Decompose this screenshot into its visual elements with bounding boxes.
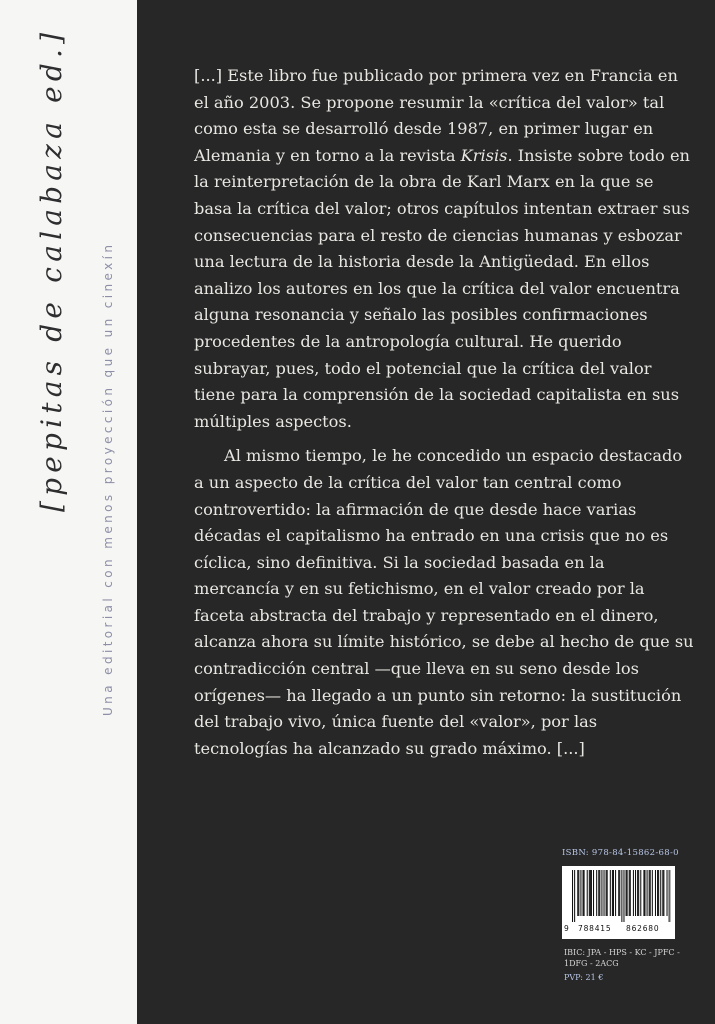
barcode-bar <box>621 870 622 922</box>
blurb <box>194 63 694 762</box>
barcode-bar <box>572 870 573 922</box>
barcode-bar <box>612 870 613 916</box>
publisher-title: [pepitas de calabaza ed.] <box>35 27 68 512</box>
barcode-bar <box>587 870 588 916</box>
barcode-bar <box>613 870 614 916</box>
isbn-label: ISBN: 978-84-15862-68-0 <box>562 848 679 858</box>
barcode-bar <box>635 870 636 916</box>
barcode-bar <box>647 870 648 916</box>
barcode-bar <box>623 870 624 922</box>
barcode <box>562 866 675 939</box>
barcode-bar <box>596 870 597 916</box>
blurb-rest: . Insiste sobre todo en la reinterpretación de la obra de Karl Marx en la que se basa la crítica del valor; otros capítulos intentan extraer sus consecuencias para el resto de ciencias humanas y esbozar una lectura de la historia desde la Antigüedad. En ellos analizo los autores en los que la crítica del valor encuentra alguna resonancia y señalo las posibles confirmaciones procedentes de la antropología cultural. He querido subrayar, pues, todo el potencial que la crítica del valor tiene para la comprensión de la sociedad capitalista en sus múltiples aspectos. <box>194 145 690 431</box>
barcode-bar <box>580 870 581 916</box>
barcode-bar <box>610 870 611 916</box>
barcode-bar <box>578 870 579 916</box>
blurb-intro: [...] Este libro fue publicado por primera vez en Francia en el año 2003. Se propone resumir la «crítica del valor» tal como esta se desarrolló desde 1987, en primer lugar en Alemania y en torno a la revista <box>194 66 678 165</box>
barcode-bar <box>652 870 653 916</box>
price: PVP: 21 € <box>564 973 604 982</box>
barcode-bar <box>593 870 594 916</box>
barcode-bar <box>658 870 659 916</box>
barcode-bar <box>589 870 590 916</box>
barcode-left-digits: 788415 <box>578 924 612 933</box>
blurb-paragraph-1 <box>194 63 694 435</box>
barcode-bar <box>591 870 592 916</box>
magazine-title: Krisis <box>460 145 508 165</box>
barcode-bar <box>629 870 630 916</box>
barcode-bar <box>604 870 605 916</box>
barcode-bar <box>607 870 608 916</box>
barcode-bar <box>669 870 670 922</box>
barcode-bar <box>667 870 668 916</box>
barcode-bar <box>601 870 602 916</box>
subject-codes: IBIC: JPA - HPS - KC - JPFC - 1DFG - 2ACG <box>564 948 680 968</box>
barcode-bar <box>574 870 575 922</box>
barcode-bar <box>662 870 663 916</box>
barcode-bar <box>615 870 616 916</box>
barcode-bar <box>633 870 634 916</box>
barcode-bar <box>630 870 631 916</box>
barcode-bar <box>663 870 664 916</box>
barcode-bar <box>638 870 639 916</box>
barcode-bar <box>618 870 619 916</box>
barcode-bar <box>643 870 644 916</box>
barcode-bar <box>590 870 591 916</box>
barcode-bar <box>640 870 641 916</box>
barcode-bar <box>626 870 627 916</box>
barcode-bar <box>577 870 578 916</box>
blurb-paragraph-2: Al mismo tiempo, le he concedido un espacio destacado a un aspecto de la crítica del valor tan central como controvertido: la afirmación de que desde hace varias décadas el capitalismo ha entrado en una crisis que no es cíclica, sino definitiva. Si la sociedad basada en la mercancía y en su fetichismo, en el valor creado por la faceta abstracta del trabajo y representado en el dinero, alcanza ahora su límite histórico, se debe al hecho de que su contradicción central —que lleva en su seno desde los orígenes— ha llegado a un punto sin retorno: la sustitución del trabajo vivo, única fuente del «valor», por las tecnologías ha alcanzado su grado máximo. [...] <box>194 446 694 758</box>
barcode-right-digits: 862680 <box>626 924 660 933</box>
barcode-bar <box>649 870 650 916</box>
publisher-tagline: Una editorial con menos proyección que un cinexín <box>101 241 115 716</box>
back-cover <box>137 0 715 1024</box>
spine-panel <box>0 0 137 1024</box>
barcode-bar <box>584 870 585 916</box>
barcode-bar <box>637 870 638 916</box>
barcode-bar <box>627 870 628 916</box>
barcode-bar <box>650 870 651 916</box>
barcode-bar <box>660 870 661 916</box>
barcode-bar <box>599 870 600 916</box>
barcode-bar <box>583 870 584 916</box>
barcode-bar <box>598 870 599 916</box>
barcode-bar <box>657 870 658 916</box>
barcode-bar <box>606 870 607 916</box>
barcode-bar <box>619 870 620 916</box>
barcode-bar <box>644 870 645 916</box>
barcode-bar <box>655 870 656 916</box>
barcode-first-digit: 9 <box>564 924 569 933</box>
barcode-bars-icon <box>566 870 671 922</box>
